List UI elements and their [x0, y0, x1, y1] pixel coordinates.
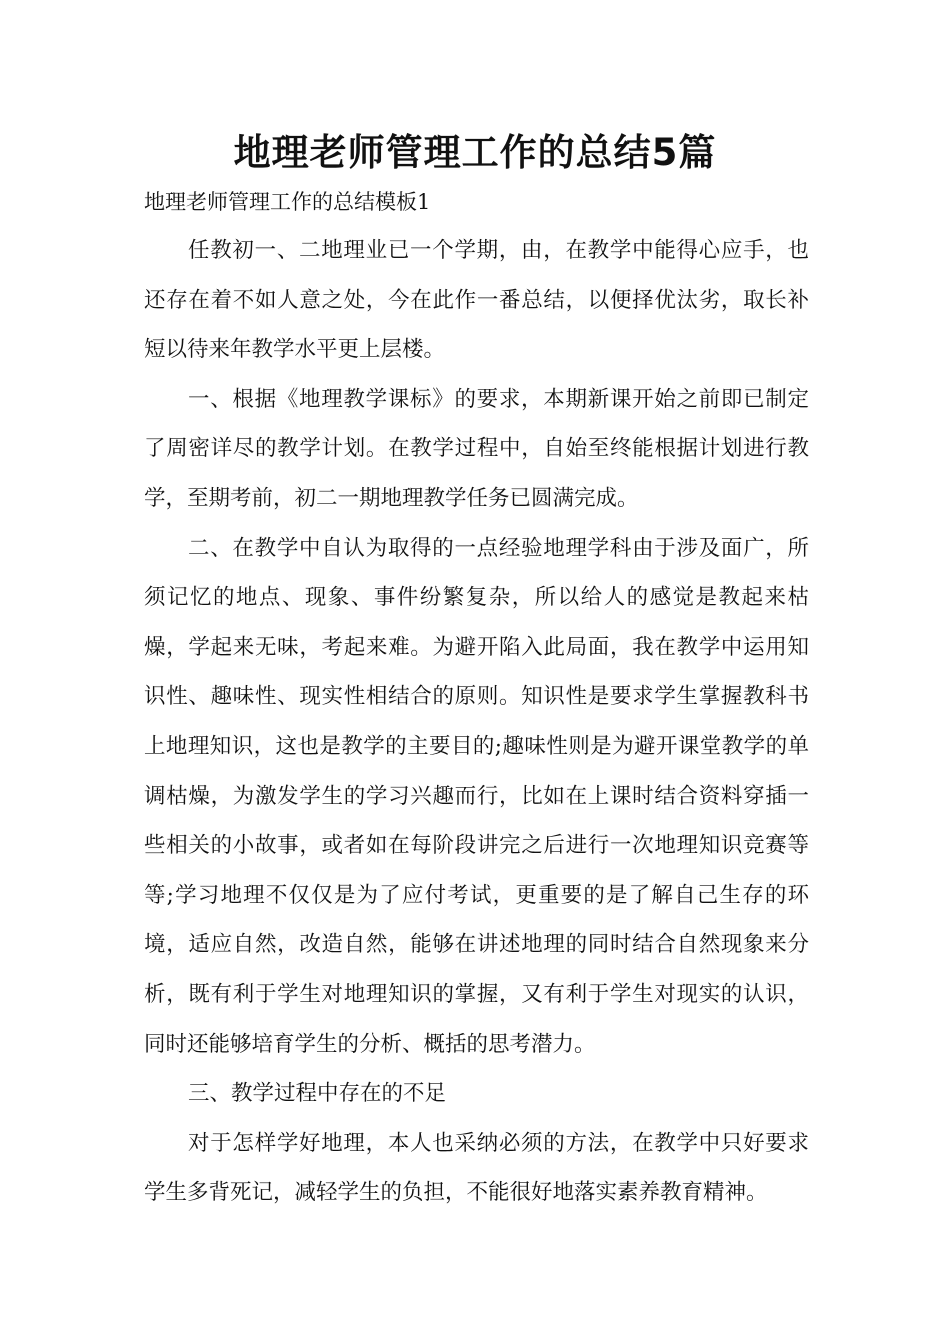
paragraph-section-one: 一、根据《地理教学课标》的要求，本期新课开始之前即已制定了周密详尽的教学计划。在教学过程中，自始至终能根据计划进行教学，至期考前，初二一期地理教学任务已圆满完成。	[144, 386, 809, 511]
paragraph-section-three-body: 对于怎样学好地理，本人也采纳必须的方法，在教学中只好要求学生多背死记，减轻学生的负担，不能很好地落实素养教育精神。	[144, 1130, 809, 1206]
document-subtitle: 地理老师管理工作的总结模板1	[144, 190, 431, 214]
document-title: 地理老师管理工作的总结5篇	[233, 131, 717, 174]
paragraph-intro: 任教初一、二地理业已一个学期，由，在教学中能得心应手，也还存在着不如人意之处，今在此作一番总结，以便择优汰劣，取长补短以待来年教学水平更上层楼。	[144, 238, 809, 363]
document-body	[144, 226, 809, 1218]
paragraph-section-three-heading: 三、教学过程中存在的不足	[188, 1081, 447, 1107]
paragraph-section-two: 二、在教学中自认为取得的一点经验地理学科由于涉及面广，所须记忆的地点、现象、事件纷繁复杂，所以给人的感觉是教起来枯燥，学起来无味，考起来难。为避开陷入此局面，我在教学中运用知识性、趣味性、现实性相结合的原则。知识性是要求学生掌握教科书上地理知识，这也是教学的主要目的;趣味性则是为避开课堂教学的单调枯燥，为激发学生的学习兴趣而行，比如在上课时结合资料穿插一些相关的小故事，或者如在每阶段讲完之后进行一次地理知识竞赛等等;学习地理不仅仅是为了应付考试，更重要的是了解自己生存的环境，适应自然，改造自然，能够在讲述地理的同时结合自然现象来分析，既有利于学生对地理知识的掌握，又有利于学生对现实的认识，同时还能够培育学生的分析、概括的思考潜力。	[144, 535, 809, 1057]
